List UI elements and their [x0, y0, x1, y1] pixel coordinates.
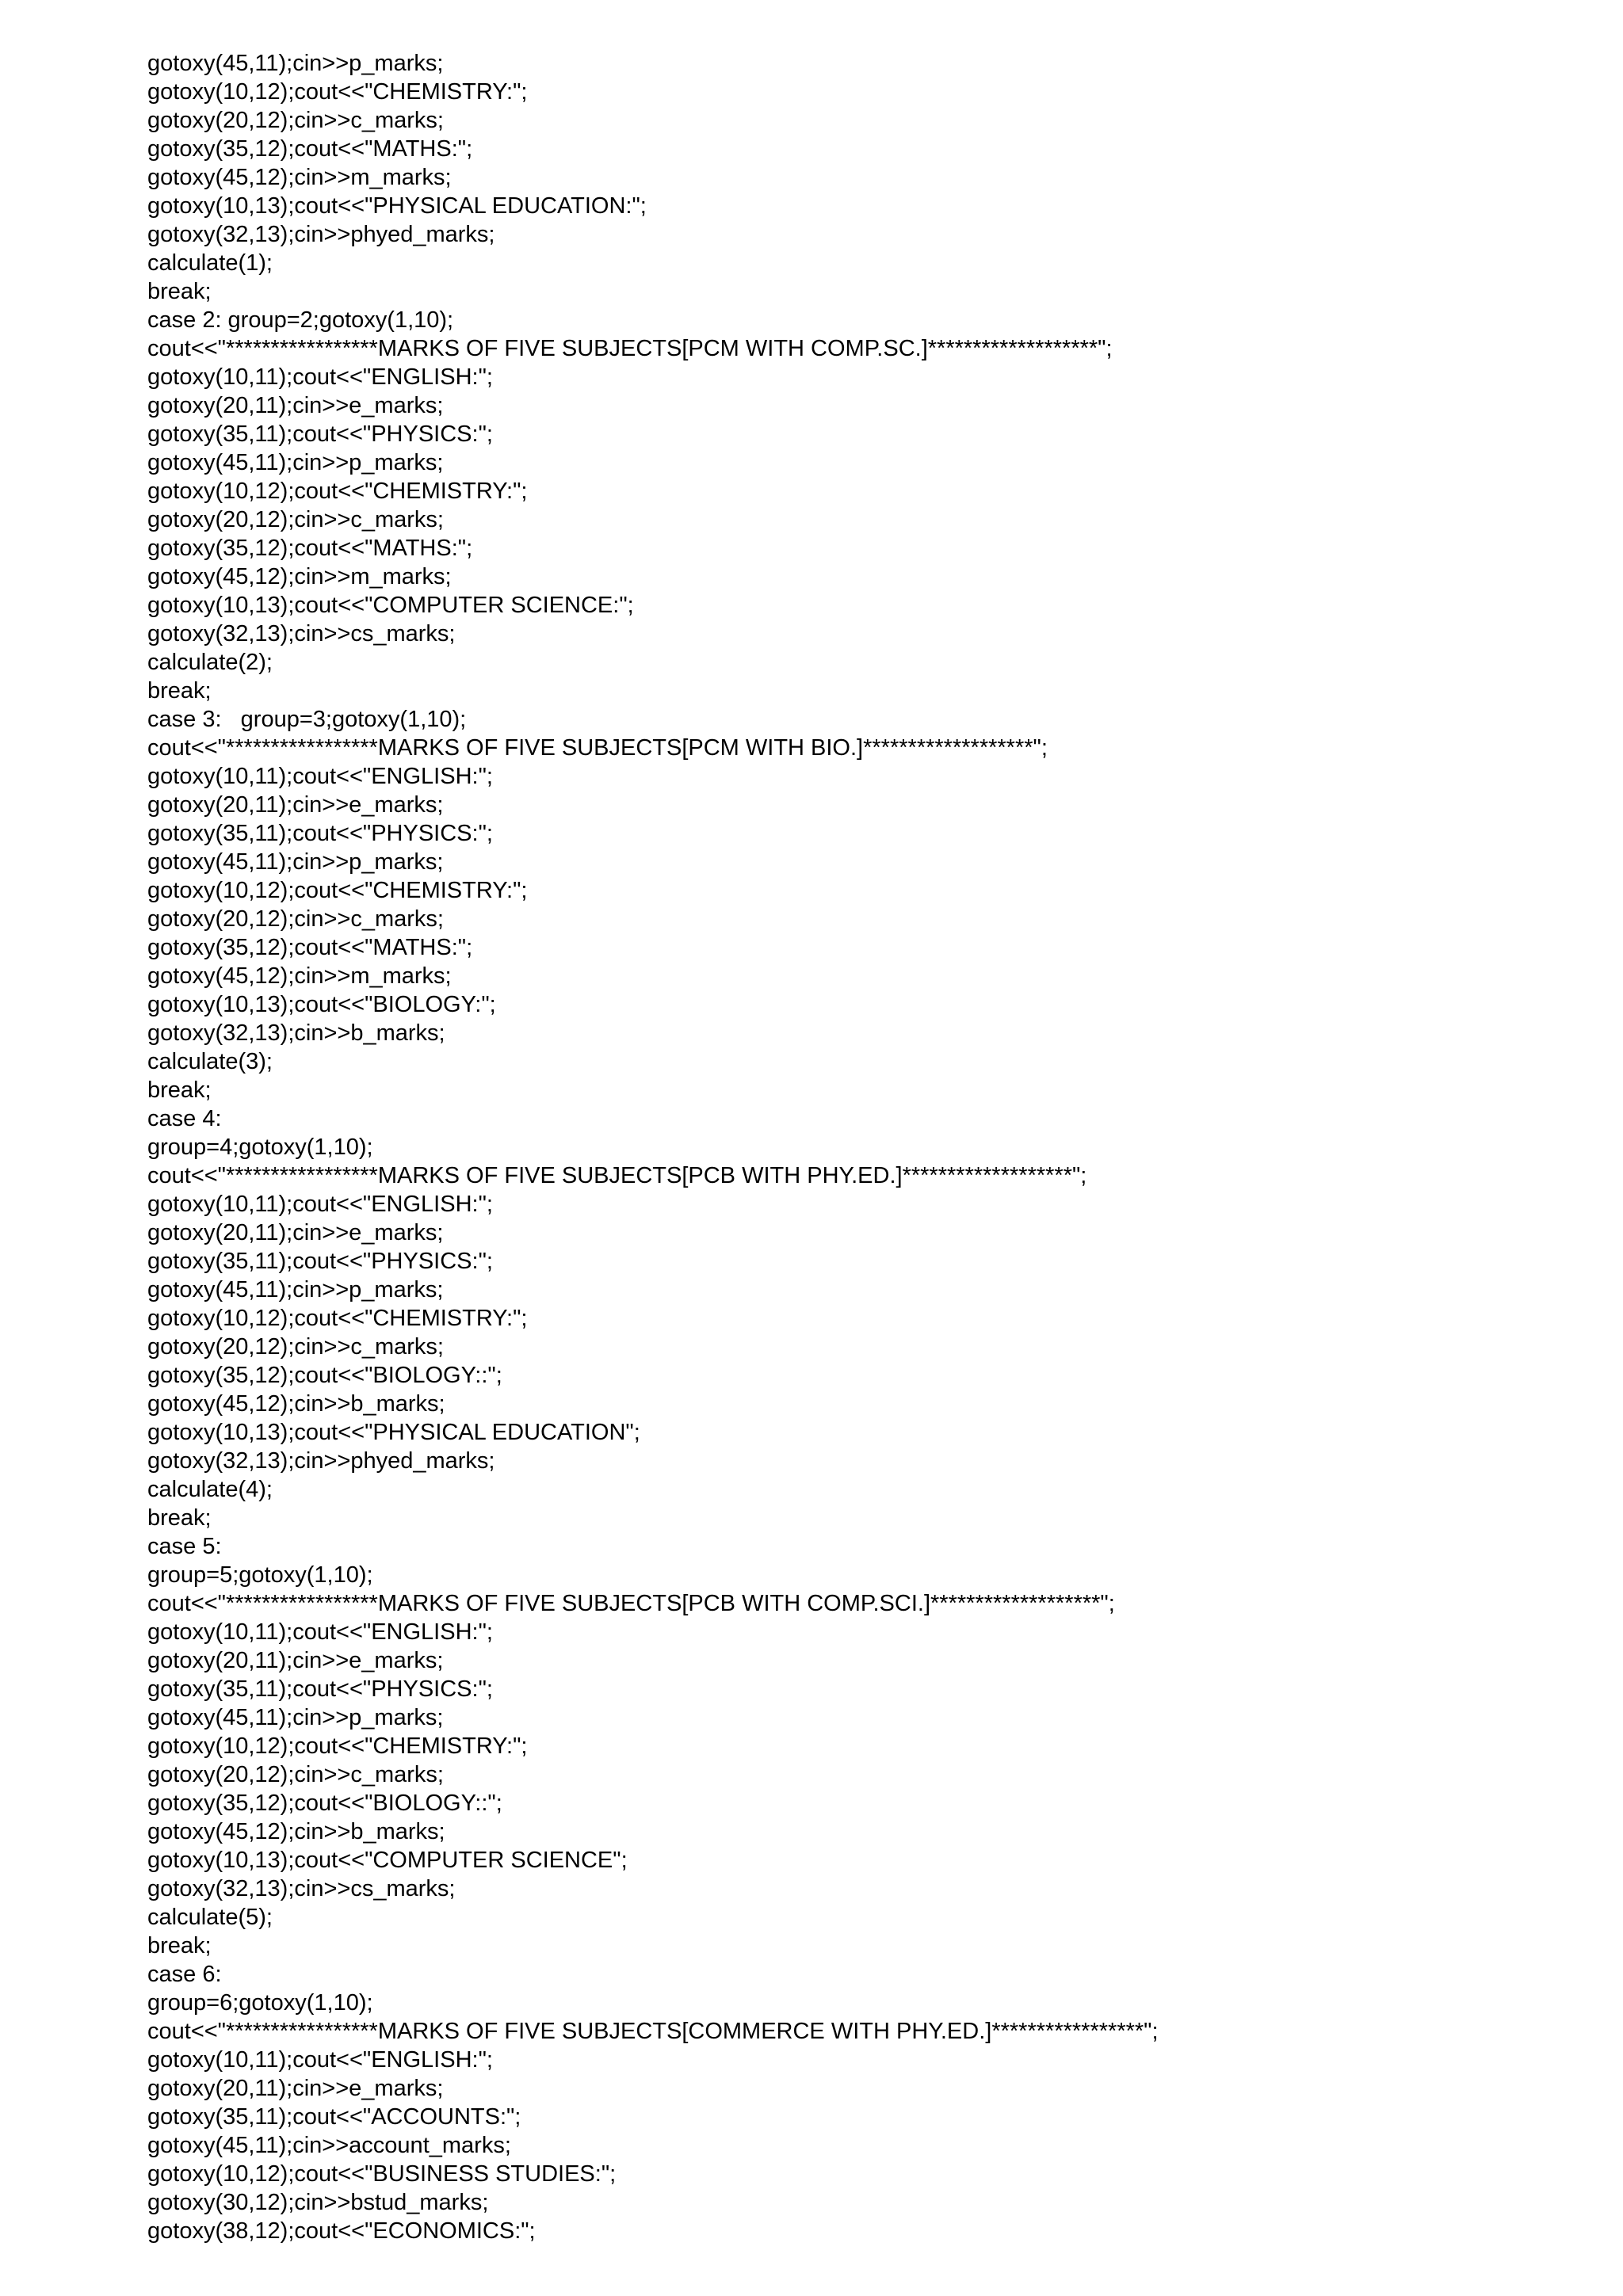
code-line: gotoxy(45,11);cin>>p_marks; [147, 51, 444, 76]
code-line: gotoxy(10,12);cout<<"BUSINESS STUDIES:"; [147, 2161, 617, 2187]
code-line: gotoxy(35,12);cout<<"BIOLOGY::"; [147, 1791, 502, 1816]
code-line: gotoxy(10,12);cout<<"CHEMISTRY:"; [147, 878, 528, 903]
code-line: gotoxy(10,13);cout<<"COMPUTER SCIENCE"; [147, 1848, 628, 1873]
code-line: calculate(2); [147, 650, 273, 675]
code-line: gotoxy(20,11);cin>>e_marks; [147, 2076, 444, 2101]
code-line: gotoxy(35,11);cout<<"PHYSICS:"; [147, 821, 493, 846]
code-line: gotoxy(35,11);cout<<"ACCOUNTS:"; [147, 2104, 521, 2130]
code-line: gotoxy(35,12);cout<<"BIOLOGY::"; [147, 1363, 502, 1388]
code-line: case 5: [147, 1534, 222, 1559]
code-line: case 2: group=2;gotoxy(1,10); [147, 307, 454, 333]
code-line: gotoxy(20,12);cin>>c_marks; [147, 906, 444, 932]
code-line: gotoxy(38,12);cout<<"ECONOMICS:"; [147, 2218, 536, 2244]
code-line: gotoxy(10,13);cout<<"PHYSICAL EDUCATION:"; [147, 193, 647, 219]
code-line: gotoxy(45,12);cin>>m_marks; [147, 564, 452, 589]
code-line: gotoxy(20,12);cin>>c_marks; [147, 108, 444, 133]
code-line: break; [147, 1077, 212, 1103]
code-line: gotoxy(20,12);cin>>c_marks; [147, 1334, 444, 1360]
code-line: calculate(4); [147, 1477, 273, 1502]
code-line: gotoxy(35,11);cout<<"PHYSICS:"; [147, 421, 493, 447]
code-line: gotoxy(45,11);cin>>p_marks; [147, 450, 444, 475]
code-line: gotoxy(10,11);cout<<"ENGLISH:"; [147, 764, 493, 789]
code-line: cout<<"*****************MARKS OF FIVE SUBJECTS[PCB WITH COMP.SCI.]*******************"; [147, 1591, 1115, 1616]
code-line: gotoxy(32,13);cin>>b_marks; [147, 1020, 445, 1046]
code-line: cout<<"*****************MARKS OF FIVE SUBJECTS[COMMERCE WITH PHY.ED.]*****************"; [147, 2019, 1159, 2044]
code-line: gotoxy(45,12);cin>>m_marks; [147, 963, 452, 989]
code-line: gotoxy(10,12);cout<<"CHEMISTRY:"; [147, 1306, 528, 1331]
code-line: calculate(5); [147, 1905, 273, 1930]
code-line: case 4: [147, 1106, 222, 1131]
code-line: gotoxy(30,12);cin>>bstud_marks; [147, 2190, 489, 2215]
code-line: gotoxy(45,12);cin>>b_marks; [147, 1391, 445, 1417]
code-line: break; [147, 678, 212, 704]
code-line: group=6;gotoxy(1,10); [147, 1990, 373, 2016]
code-line: gotoxy(10,11);cout<<"ENGLISH:"; [147, 1619, 493, 1645]
code-listing [147, 49, 1598, 2245]
code-line: gotoxy(10,12);cout<<"CHEMISTRY:"; [147, 79, 528, 105]
code-line: cout<<"*****************MARKS OF FIVE SUBJECTS[PCB WITH PHY.ED.]*******************"; [147, 1163, 1087, 1188]
code-line: calculate(1); [147, 250, 273, 276]
code-line: cout<<"*****************MARKS OF FIVE SUBJECTS[PCM WITH BIO.]*******************"; [147, 735, 1048, 761]
code-line: gotoxy(20,11);cin>>e_marks; [147, 1648, 444, 1673]
code-line: gotoxy(32,13);cin>>phyed_marks; [147, 222, 495, 247]
code-line: gotoxy(32,13);cin>>phyed_marks; [147, 1448, 495, 1474]
code-line: gotoxy(20,12);cin>>c_marks; [147, 1762, 444, 1787]
code-line: gotoxy(10,12);cout<<"CHEMISTRY:"; [147, 479, 528, 504]
code-line: gotoxy(20,12);cin>>c_marks; [147, 507, 444, 532]
code-line: break; [147, 279, 212, 304]
code-line: gotoxy(10,11);cout<<"ENGLISH:"; [147, 364, 493, 390]
code-line: gotoxy(32,13);cin>>cs_marks; [147, 1876, 456, 1901]
code-line: gotoxy(10,11);cout<<"ENGLISH:"; [147, 1192, 493, 1217]
code-line: gotoxy(35,12);cout<<"MATHS:"; [147, 536, 473, 561]
code-line: gotoxy(35,11);cout<<"PHYSICS:"; [147, 1676, 493, 1702]
code-line: gotoxy(45,11);cin>>p_marks; [147, 1277, 444, 1302]
code-line: break; [147, 1933, 212, 1958]
code-line: gotoxy(35,12);cout<<"MATHS:"; [147, 935, 473, 960]
code-line: gotoxy(20,11);cin>>e_marks; [147, 1220, 444, 1245]
code-line: gotoxy(45,11);cin>>p_marks; [147, 849, 444, 875]
code-line: gotoxy(45,11);cin>>account_marks; [147, 2133, 511, 2158]
code-line: gotoxy(45,12);cin>>m_marks; [147, 165, 452, 190]
code-line: gotoxy(10,11);cout<<"ENGLISH:"; [147, 2047, 493, 2073]
code-line: gotoxy(32,13);cin>>cs_marks; [147, 621, 456, 646]
code-line: calculate(3); [147, 1049, 273, 1074]
code-line: gotoxy(10,13);cout<<"COMPUTER SCIENCE:"; [147, 593, 634, 618]
code-line: case 6: [147, 1962, 222, 1987]
code-line: group=5;gotoxy(1,10); [147, 1562, 373, 1588]
code-line: gotoxy(45,12);cin>>b_marks; [147, 1819, 445, 1844]
code-line: gotoxy(20,11);cin>>e_marks; [147, 792, 444, 818]
code-line: gotoxy(10,12);cout<<"CHEMISTRY:"; [147, 1733, 528, 1759]
code-line: gotoxy(35,12);cout<<"MATHS:"; [147, 136, 473, 162]
code-line: break; [147, 1505, 212, 1531]
code-line: gotoxy(45,11);cin>>p_marks; [147, 1705, 444, 1730]
code-line: gotoxy(10,13);cout<<"BIOLOGY:"; [147, 992, 496, 1017]
code-line: gotoxy(35,11);cout<<"PHYSICS:"; [147, 1249, 493, 1274]
code-line: cout<<"*****************MARKS OF FIVE SUBJECTS[PCM WITH COMP.SC.]*******************"; [147, 336, 1113, 361]
code-line: case 3: group=3;gotoxy(1,10); [147, 707, 467, 732]
code-line: group=4;gotoxy(1,10); [147, 1135, 373, 1160]
code-line: gotoxy(20,11);cin>>e_marks; [147, 393, 444, 418]
code-line: gotoxy(10,13);cout<<"PHYSICAL EDUCATION"; [147, 1420, 640, 1445]
